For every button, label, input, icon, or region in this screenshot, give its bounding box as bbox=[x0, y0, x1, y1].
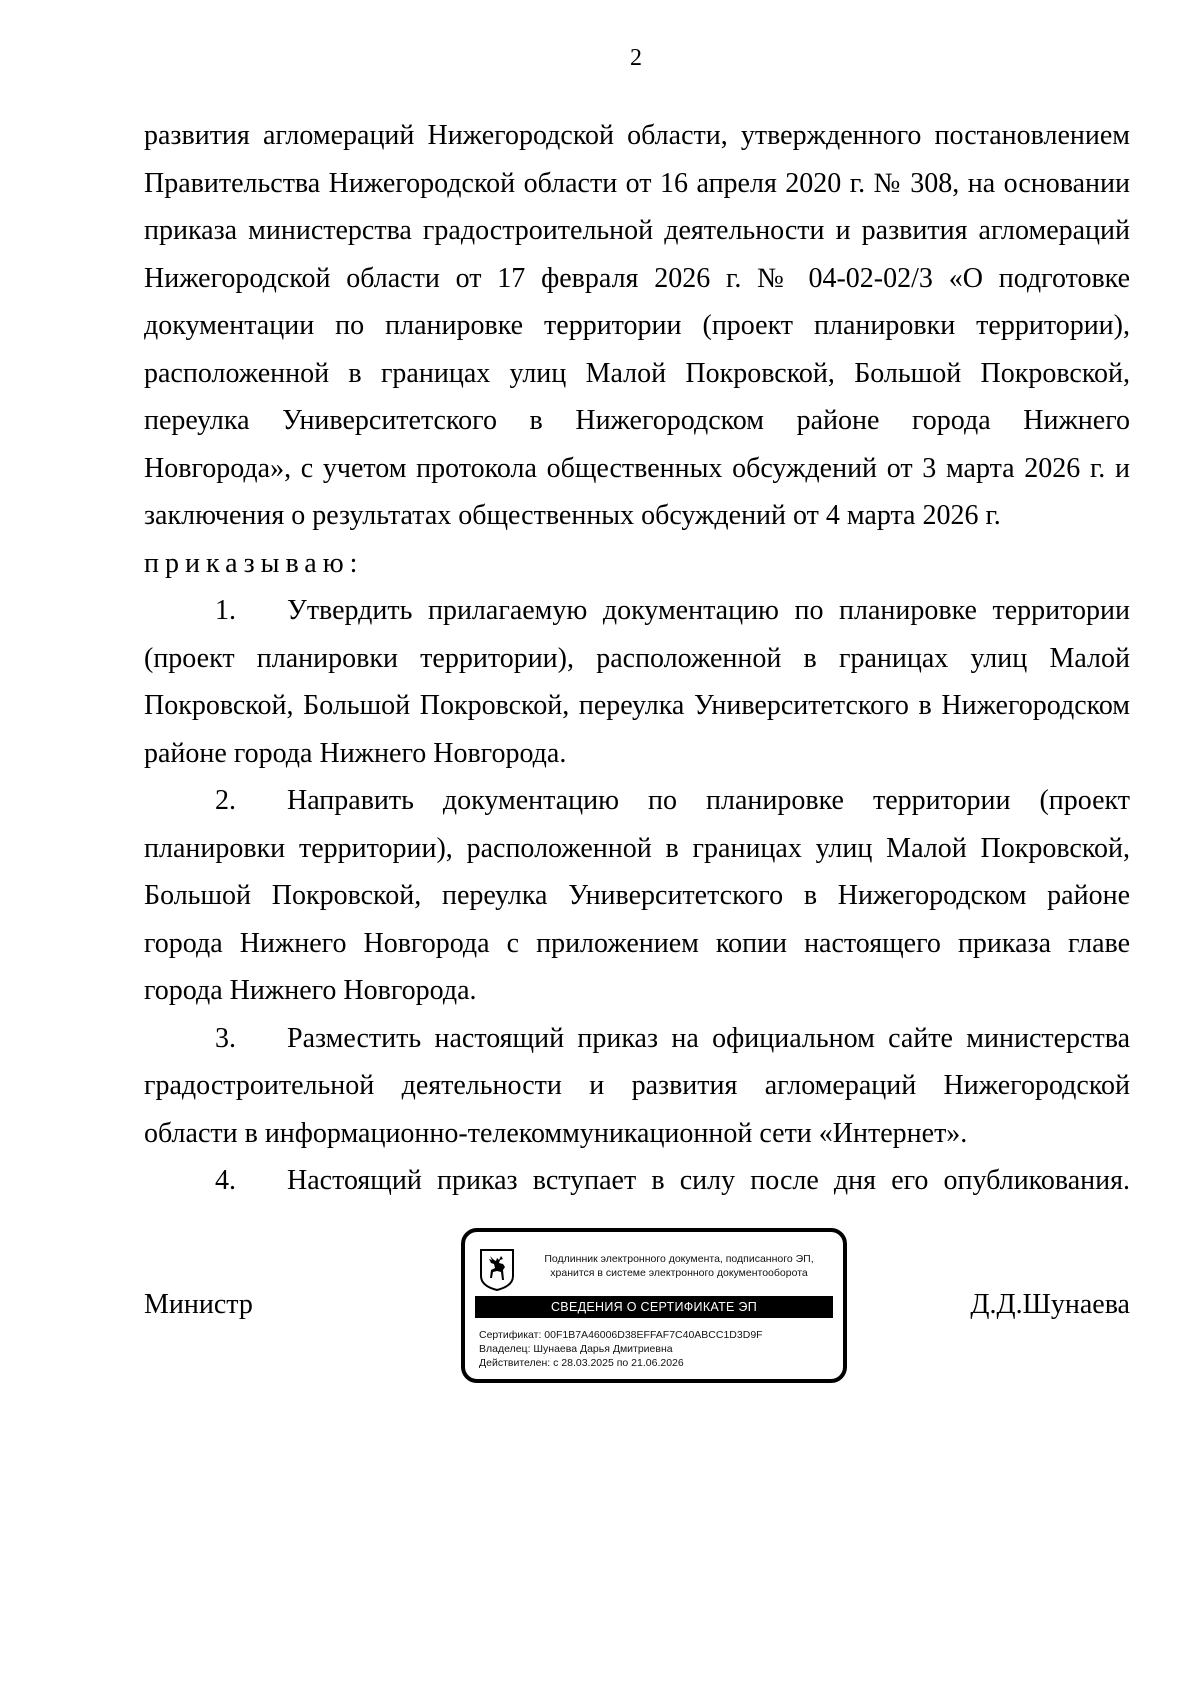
certificate-details bbox=[479, 1328, 835, 1370]
certificate-number: Сертификат: 00F1B7A46006D38EFFAF7C40ABCC1D3D9F bbox=[479, 1329, 763, 1341]
item-1-line bbox=[144, 587, 1130, 635]
item-2-line: Большой Покровской, переулка Университетского в Нижегородском районе bbox=[144, 880, 1130, 911]
item-number: 1. bbox=[215, 595, 236, 626]
item-2-line: города Нижнего Новгорода с приложением копии настоящего приказа главе bbox=[144, 927, 1130, 959]
signer-title: Министр bbox=[144, 1289, 253, 1320]
signature-block bbox=[144, 1228, 1130, 1388]
item-1-line: районе города Нижнего Новгорода. bbox=[144, 737, 567, 769]
item-1-line: (проект планировки территории), расположенной в границах улиц Малой bbox=[144, 642, 1130, 674]
certificate-validity: Действителен: с 28.03.2025 по 21.06.2026 bbox=[479, 1357, 684, 1369]
order-word: приказываю: bbox=[144, 547, 364, 579]
intro-line: приказа министерства градостроительной деятельности и развития агломераций bbox=[144, 215, 1130, 246]
certificate-info-bar: СВЕДЕНИЯ О СЕРТИФИКАТЕ ЭП bbox=[475, 1296, 833, 1318]
page-number: 2 bbox=[630, 45, 642, 71]
item-text: Утвердить прилагаемую документацию по планировке территории bbox=[287, 595, 1130, 626]
intro-line: Новгорода», с учетом протокола общественных обсуждений от 3 марта 2026 г. и bbox=[144, 452, 1130, 484]
intro-line: документации по планировке территории (проект планировки территории), bbox=[144, 310, 1130, 341]
intro-line: переулка Университетского в Нижегородском районе города Нижнего bbox=[144, 405, 1130, 436]
certificate-owner: Владелец: Шунаева Дарья Дмитриевна bbox=[479, 1343, 673, 1355]
intro-line: расположенной в границах улиц Малой Покровской, Большой Покровской, bbox=[144, 357, 1130, 389]
item-4-line bbox=[144, 1157, 1130, 1205]
item-3-line: области в информационно-телекоммуникационной сети «Интернет». bbox=[144, 1117, 968, 1149]
signer-name: Д.Д.Шунаева bbox=[970, 1289, 1130, 1320]
item-3-line bbox=[144, 1015, 1130, 1063]
intro-line: Правительства Нижегородской области от 16 апреля 2020 г. № 308, на основании bbox=[144, 167, 1130, 199]
item-text: Разместить настоящий приказ на официальном сайте министерства bbox=[287, 1022, 1130, 1054]
item-number: 2. bbox=[215, 785, 236, 816]
item-2-line: города Нижнего Новгорода. bbox=[144, 975, 477, 1006]
stamp-header-line: Подлинник электронного документа, подписанного ЭП, bbox=[544, 1253, 814, 1265]
document-body bbox=[144, 112, 1130, 1205]
item-number: 3. bbox=[215, 1022, 236, 1054]
item-text: Настоящий приказ вступает в силу после дня его опубликования. bbox=[287, 1165, 1130, 1196]
intro-line: заключения о результатах общественных обсуждений от 4 марта 2026 г. bbox=[144, 500, 1001, 531]
deer-coat-of-arms-icon bbox=[479, 1248, 515, 1292]
intro-line: развития агломераций Нижегородской области, утвержденного постановлением bbox=[144, 120, 1130, 151]
item-number: 4. bbox=[215, 1165, 236, 1196]
item-2-line bbox=[144, 777, 1130, 825]
intro-line: Нижегородской области от 17 февраля 2026 г. № 04-02-02/3 «О подготовке bbox=[144, 262, 1130, 294]
item-2-line: планировки территории), расположенной в границах улиц Малой Покровской, bbox=[144, 832, 1130, 864]
stamp-header-line: хранится в системе электронного документооборота bbox=[550, 1267, 808, 1279]
stamp-header bbox=[521, 1252, 837, 1280]
item-1-line: Покровской, Большой Покровской, переулка Университетского в Нижегородском bbox=[144, 690, 1130, 721]
item-3-line: градостроительной деятельности и развития агломераций Нижегородской bbox=[144, 1070, 1130, 1101]
electronic-signature-stamp bbox=[461, 1228, 847, 1383]
item-text: Направить документацию по планировке территории (проект bbox=[287, 785, 1130, 816]
